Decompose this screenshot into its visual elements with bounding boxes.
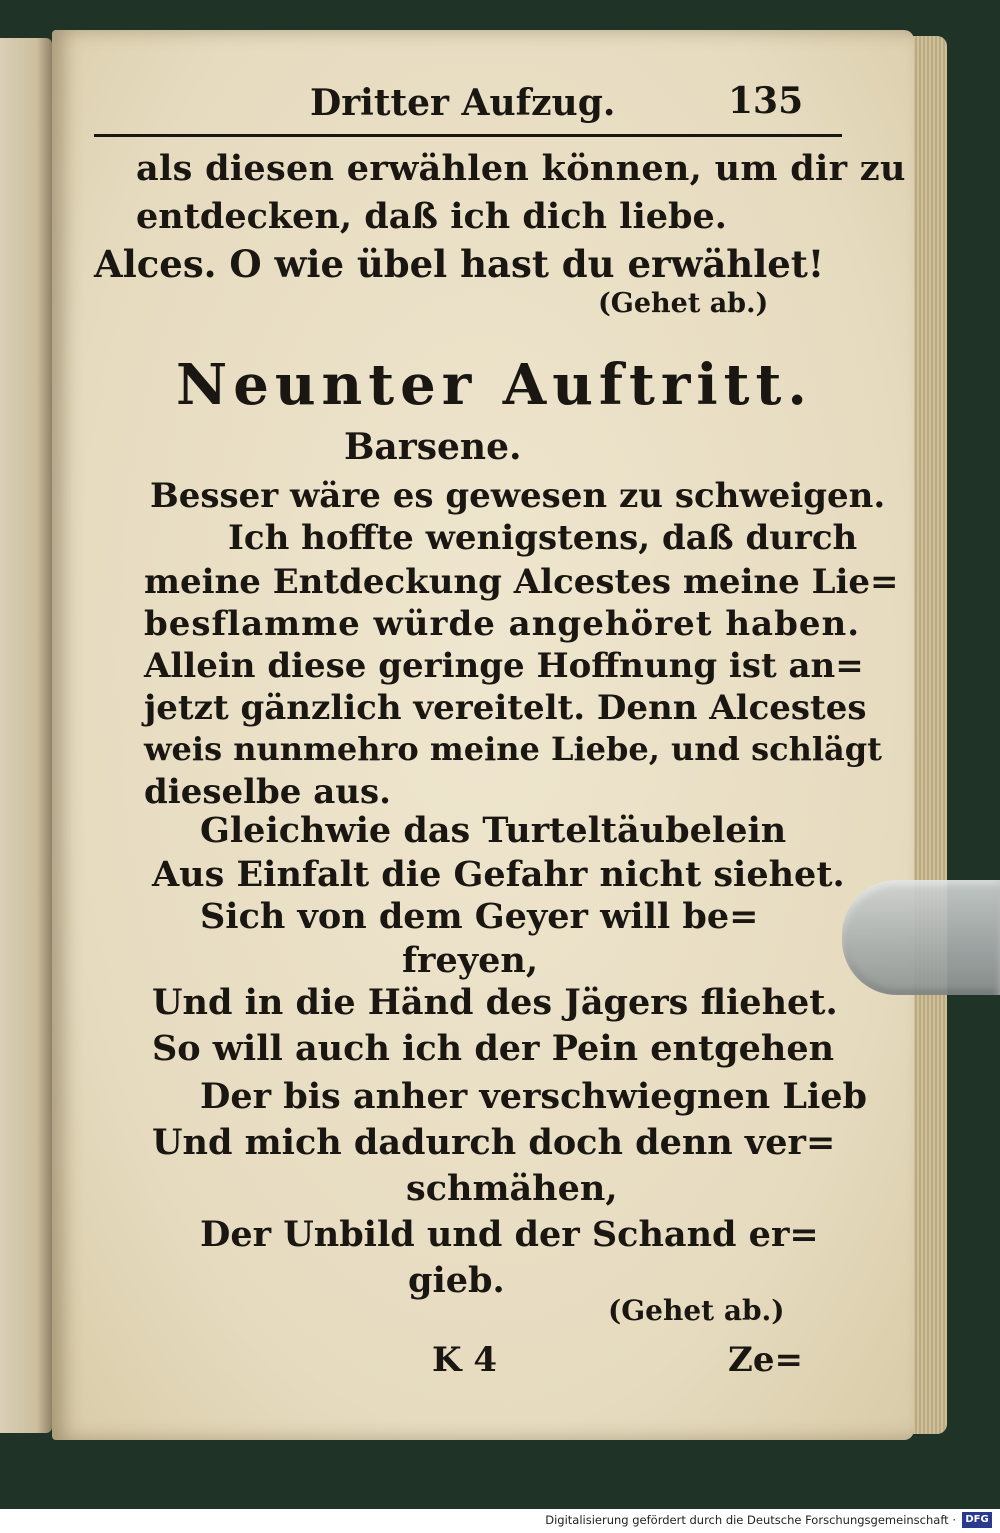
scene-title: Neunter Auftritt. — [176, 352, 813, 418]
prose-line: besflamme würde angehöret haben. — [144, 604, 861, 644]
text-line: als diesen erwählen können, um dir zu — [136, 148, 906, 189]
verse-line: Sich von dem Geyer will be= — [200, 896, 759, 937]
text-line: entdecken, daß ich dich liebe. — [136, 196, 727, 237]
catchword: Ze= — [728, 1340, 803, 1380]
verse-line: gieb. — [408, 1260, 505, 1301]
stage-direction: (Gehet ab.) — [598, 288, 769, 319]
prose-line: meine Entdeckung Alcestes meine Lie= — [144, 562, 899, 602]
funding-credit: Digitalisierung gefördert durch die Deutsche Forschungsgemeinschaft · — [545, 1513, 956, 1527]
digitization-footer — [0, 1509, 1000, 1533]
dfg-logo: DFG — [962, 1512, 992, 1528]
verse-line: Und in die Händ des Jägers fliehet. — [152, 982, 838, 1023]
signature-mark: K 4 — [432, 1340, 498, 1380]
verse-line: Der bis anher verschwiegnen Lieb — [200, 1076, 868, 1117]
header-rule — [94, 134, 842, 137]
left-page-edge — [0, 38, 52, 1433]
prose-line: dieselbe aus. — [144, 772, 391, 812]
verse-line: Der Unbild und der Schand er= — [200, 1214, 819, 1255]
speaker-name: Barsene. — [344, 426, 522, 468]
book-page — [52, 30, 914, 1440]
verse-line: Gleichwie das Turteltäubelein — [200, 810, 787, 851]
verse-line: So will auch ich der Pein entgehen — [152, 1028, 835, 1069]
verse-line: schmähen, — [406, 1168, 618, 1209]
prose-line: Ich hoffte wenigstens, daß durch — [228, 518, 858, 558]
text-line: Alces. O wie übel hast du erwählet! — [94, 242, 825, 286]
verse-line: Aus Einfalt die Gefahr nicht siehet. — [152, 854, 845, 895]
running-title: Dritter Aufzug. — [310, 82, 616, 124]
page-number: 135 — [728, 80, 804, 122]
prose-line: Besser wäre es gewesen zu schweigen. — [150, 476, 886, 516]
verse-line: Und mich dadurch doch denn ver= — [152, 1122, 836, 1163]
verse-line: freyen, — [402, 940, 539, 981]
prose-line: Allein diese geringe Hoffnung ist an= — [144, 646, 864, 686]
prose-line: jetzt gänzlich vereitelt. Denn Alcestes — [144, 688, 867, 728]
exit-stage-direction: (Gehet ab.) — [608, 1294, 785, 1327]
page-clip — [842, 880, 1000, 995]
prose-line: weis nunmehro meine Liebe, und schlägt — [144, 730, 882, 768]
